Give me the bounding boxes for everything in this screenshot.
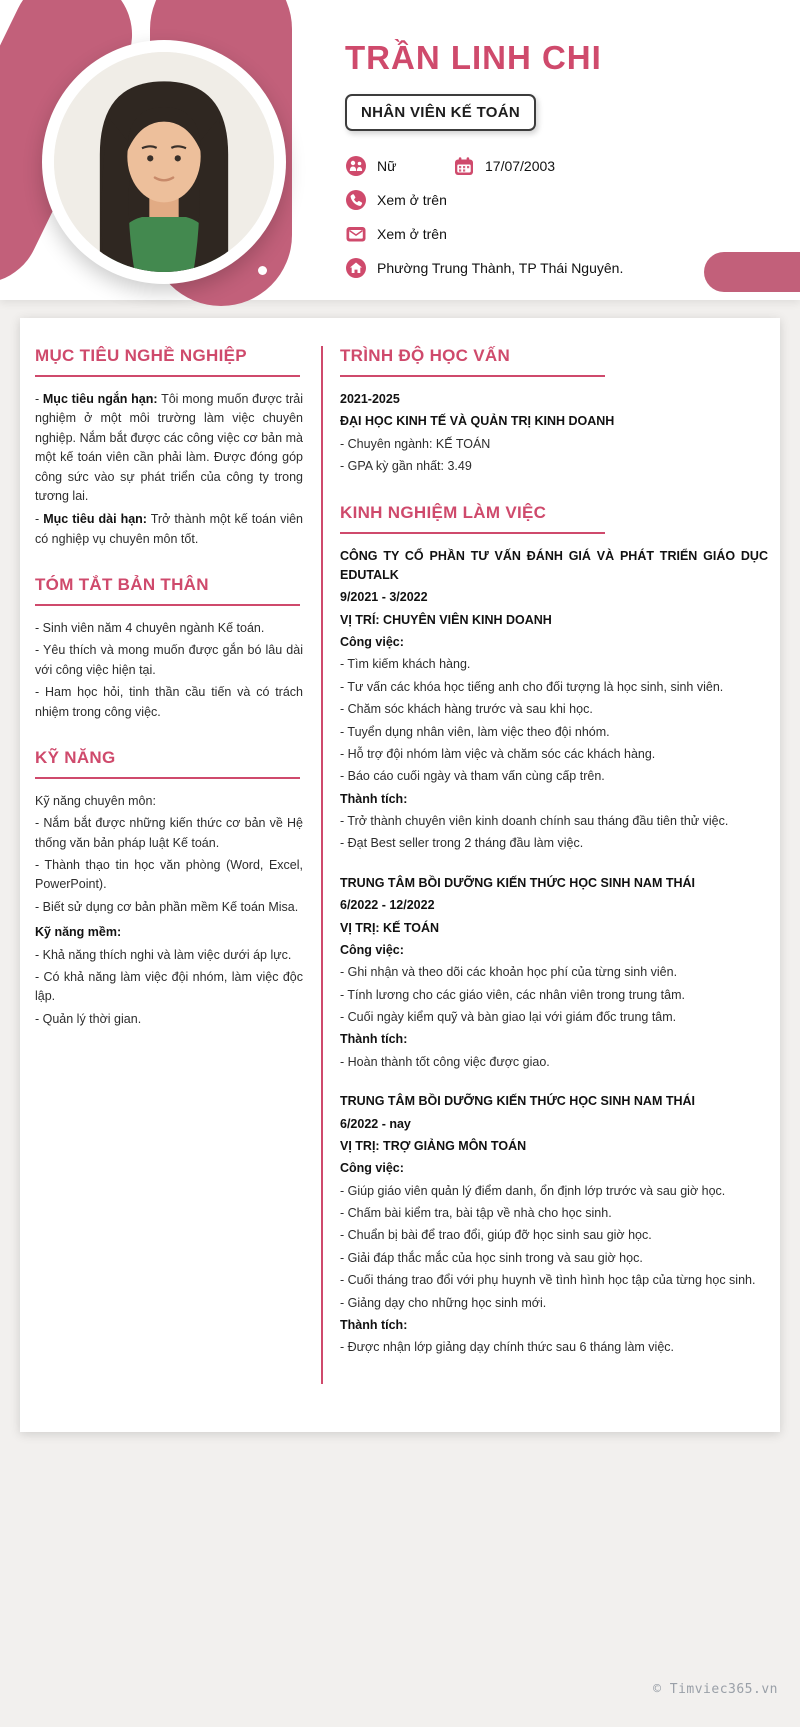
heading-rule — [340, 375, 605, 377]
skills-group-title-professional: Kỹ năng chuyên môn: — [35, 793, 156, 808]
skill-item: - Nắm bắt được những kiến thức cơ bản về Hệ thống văn bản pháp luật Kế toán. — [35, 816, 303, 850]
skills-heading: KỸ NĂNG — [35, 747, 116, 767]
contact-row-4 — [345, 257, 776, 279]
objective-heading: MỤC TIÊU NGHỀ NGHIỆP — [35, 346, 247, 365]
phone-icon — [345, 189, 367, 211]
job-position: VỊ TRÍ: CHUYÊN VIÊN KINH DOANH — [340, 612, 552, 627]
objective-paragraph: - Mục tiêu dài hạn: Trở thành một kế toán viên có nghiệp vụ chuyên môn tốt. — [35, 512, 304, 546]
education-period: 2021-2025 — [340, 392, 400, 406]
job-duties — [340, 655, 768, 786]
job-achievement: - Hoàn thành tốt công việc được giao. — [340, 1054, 550, 1069]
job-duty: - Tuyển dụng nhân viên, làm việc theo đội nhóm. — [340, 724, 610, 739]
section-summary — [35, 575, 303, 722]
summary-heading: TÓM TẮT BẢN THÂN — [35, 575, 209, 594]
contact-row-1 — [345, 155, 776, 177]
job-period: 6/2022 - 12/2022 — [340, 898, 435, 913]
contact-address — [345, 257, 623, 279]
job-entry-2 — [340, 874, 768, 1072]
job-achievements — [340, 1053, 768, 1072]
birthday-value: 17/07/2003 — [485, 158, 556, 175]
skill-item: - Biết sử dụng cơ bản phần mềm Kế toán Misa. — [35, 899, 299, 914]
job-period: 9/2021 - 3/2022 — [340, 590, 428, 605]
job-duty: - Cuối tháng trao đổi với phụ huynh về tình hình học tập của từng học sinh. — [340, 1273, 756, 1288]
job-duty: - Giảng dạy cho những học sinh mới. — [340, 1295, 547, 1310]
skill-item: - Có khả năng làm việc đội nhóm, làm việc độc lập. — [35, 969, 303, 1004]
education-school: ĐẠI HỌC KINH TẾ VÀ QUẢN TRỊ KINH DOANH — [340, 414, 615, 429]
gender-icon — [345, 155, 367, 177]
skill-item: - Thành thạo tin học văn phòng (Word, Excel, PowerPoint). — [35, 858, 303, 892]
candidate-name: TRẦN LINH CHI — [345, 39, 602, 76]
experience-heading: KINH NGHIỆM LÀM VIỆC — [340, 502, 547, 522]
profile-photo — [42, 40, 286, 284]
job-duties-label: Công việc: — [340, 635, 404, 649]
watermark: © Timviec365.vn — [653, 1682, 778, 1697]
right-column — [321, 346, 768, 1384]
job-duties-label: Công việc: — [340, 1161, 404, 1176]
job-achievements-label: Thành tích: — [340, 791, 408, 806]
job-achievements-label: Thành tích: — [340, 1317, 408, 1332]
contact-birthday — [453, 155, 555, 177]
job-duties — [340, 1182, 768, 1313]
skills-list-professional — [35, 814, 303, 917]
job-achievement: - Được nhận lớp giảng dạy chính thức sau 6 tháng làm việc. — [340, 1340, 675, 1355]
objective-paragraph: - Mục tiêu ngắn hạn: Tôi mong muốn được trải nghiệm ở một môi trường làm việc chuyên nghiệp. Nắm bắt được các công việc cơ bản mà một kế toán viên cần phải làm. Được đóng góp công sức vào sự phát triển của công ty trong tương lai. — [35, 392, 304, 503]
cv-body — [20, 318, 780, 1432]
job-duty: - Báo cáo cuối ngày và tham vấn cùng cấp trên. — [340, 769, 605, 784]
contact-list — [345, 155, 776, 279]
education-major: - Chuyên ngành: KẾ TOÁN — [340, 436, 491, 451]
contact-email — [345, 223, 447, 245]
heading-rule — [35, 375, 300, 377]
decor-dot — [258, 266, 267, 275]
job-entry-3 — [340, 1092, 768, 1358]
contact-row-2 — [345, 189, 776, 211]
heading-rule — [35, 604, 300, 606]
home-icon — [345, 257, 367, 279]
job-duty: - Tư vấn các khóa học tiếng anh cho đối tượng là học sinh, sinh viên. — [340, 679, 724, 694]
summary-item: - Ham học hỏi, tinh thần cầu tiến và có trách nhiệm trong công việc. — [35, 685, 303, 719]
gender-value: Nữ — [377, 158, 397, 175]
job-duty: - Tìm kiếm khách hàng. — [340, 657, 471, 672]
calendar-icon — [453, 155, 475, 177]
phone-value: Xem ở trên — [377, 192, 447, 209]
job-achievements — [340, 812, 768, 854]
heading-rule — [35, 777, 300, 779]
section-experience — [340, 503, 768, 1358]
job-duty: - Ghi nhận và theo dõi các khoản học phí của từng sinh viên. — [340, 965, 678, 980]
job-title-badge — [345, 94, 536, 131]
section-education — [340, 346, 768, 477]
left-column — [35, 346, 303, 1384]
skill-item: - Quản lý thời gian. — [35, 1011, 142, 1026]
email-icon — [345, 223, 367, 245]
job-title-label: NHÂN VIÊN KẾ TOÁN — [361, 104, 521, 122]
objective-paragraphs — [35, 390, 303, 549]
job-company: TRUNG TÂM BỒI DƯỠNG KIẾN THỨC HỌC SINH NAM THÁI — [340, 1094, 695, 1109]
job-duty: - Giải đáp thắc mắc của học sinh trong và sau giờ học. — [340, 1250, 643, 1265]
cv-header — [0, 0, 800, 300]
education-gpa: - GPA kỳ gần nhất: 3.49 — [340, 459, 472, 474]
job-duties-label: Công việc: — [340, 942, 404, 957]
job-company: TRUNG TÂM BỒI DƯỠNG KIẾN THỨC HỌC SINH NAM THÁI — [340, 875, 695, 890]
job-company: CÔNG TY CỔ PHẦN TƯ VẤN ĐÁNH GIÁ VÀ PHÁT TRIỂN GIÁO DỤC EDUTALK — [340, 548, 768, 582]
address-value: Phường Trung Thành, TP Thái Nguyên. — [377, 260, 624, 277]
job-duties — [340, 963, 768, 1027]
education-heading: TRÌNH ĐỘ HỌC VẤN — [340, 346, 511, 365]
job-duty: - Cuối ngày kiểm quỹ và bàn giao lại với giám đốc trung tâm. — [340, 1010, 677, 1024]
section-objective — [35, 346, 303, 549]
section-skills — [35, 748, 303, 1029]
summary-list — [35, 619, 303, 722]
skills-list-soft — [35, 946, 303, 1030]
email-value: Xem ở trên — [377, 226, 447, 243]
avatar — [54, 52, 274, 272]
skills-group-title-soft: Kỹ năng mềm: — [35, 925, 122, 940]
job-duty: - Chăm sóc khách hàng trước và sau khi học. — [340, 702, 593, 717]
job-duty: - Giúp giáo viên quản lý điểm danh, ổn định lớp trước và sau giờ học. — [340, 1183, 726, 1198]
contact-phone — [345, 189, 447, 211]
job-duty: - Tính lương cho các giáo viên, các nhân viên trong trung tâm. — [340, 987, 685, 1002]
job-achievement: - Trở thành chuyên viên kinh doanh chính sau tháng đầu tiên thử việc. — [340, 814, 729, 828]
summary-item: - Yêu thích và mong muốn được gắn bó lâu dài với công việc hiện tại. — [35, 643, 303, 677]
job-duty: - Hỗ trợ đội nhóm làm việc và chăm sóc các khách hàng. — [340, 746, 656, 761]
job-duty: - Chuẩn bị bài để trao đổi, giúp đỡ học sinh sau giờ học. — [340, 1228, 652, 1243]
job-entry-1 — [340, 547, 768, 854]
job-period: 6/2022 - nay — [340, 1116, 411, 1131]
job-duty: - Chấm bài kiểm tra, bài tập về nhà cho học sinh. — [340, 1206, 612, 1220]
job-achievements — [340, 1338, 768, 1357]
summary-item: - Sinh viên năm 4 chuyên ngành Kế toán. — [35, 621, 265, 635]
contact-gender — [345, 155, 453, 177]
job-achievements-label: Thành tích: — [340, 1032, 408, 1047]
job-position: VỊ TRỊ: KẾ TOÁN — [340, 920, 440, 935]
job-position: VỊ TRỊ: TRỢ GIẢNG MÔN TOÁN — [340, 1138, 527, 1153]
header-info — [345, 40, 776, 291]
job-achievement: - Đạt Best seller trong 2 tháng đầu làm việc. — [340, 836, 584, 851]
heading-rule — [340, 532, 605, 534]
skill-item: - Khả năng thích nghi và làm việc dưới áp lực. — [35, 947, 292, 962]
contact-row-3 — [345, 223, 776, 245]
